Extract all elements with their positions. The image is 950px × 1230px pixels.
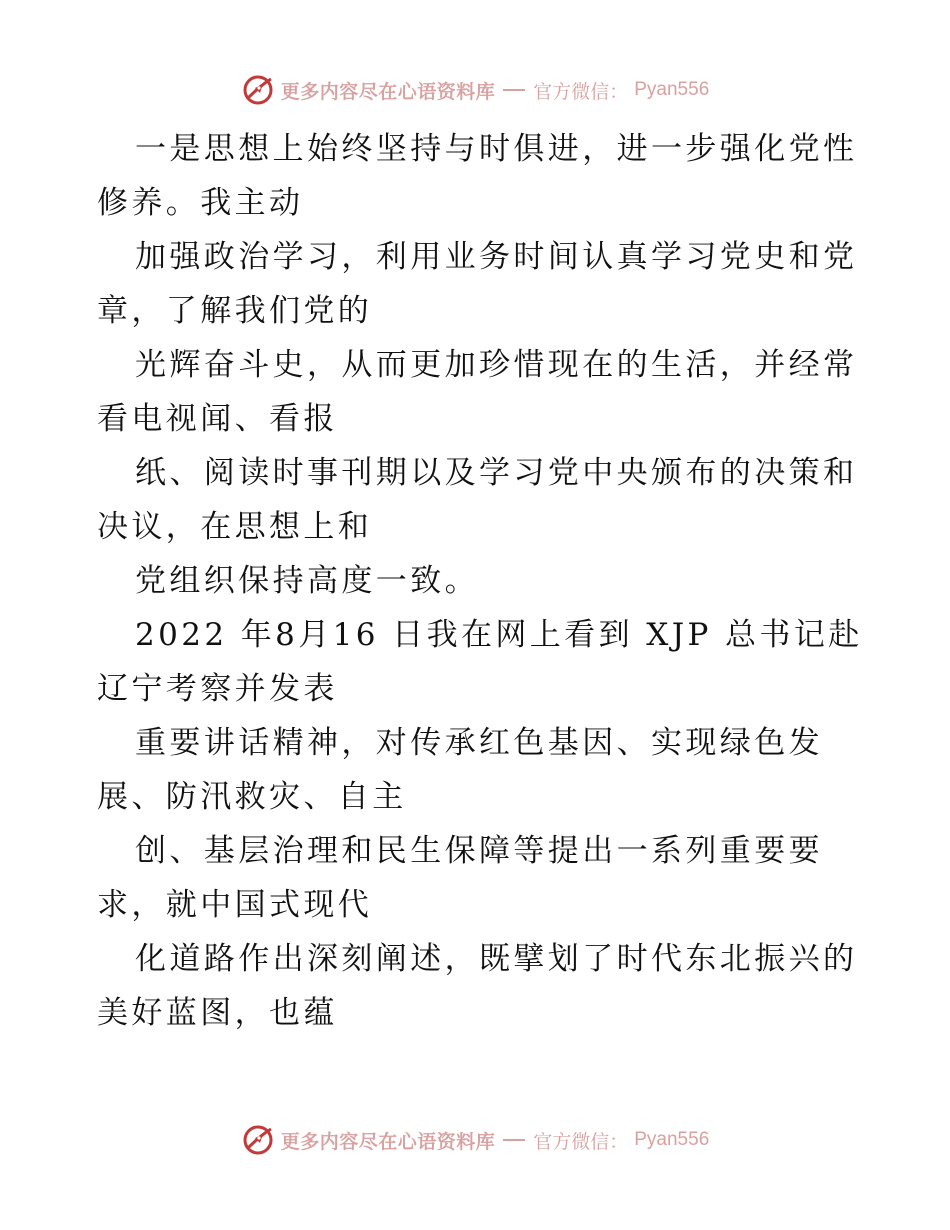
text-line: 章，了解我们党的 (97, 293, 373, 329)
document-body (97, 122, 863, 1040)
official-wechat-label: 官方微信： (533, 1130, 629, 1153)
banner-dash (503, 1139, 525, 1141)
text-line: 决议，在思想上和 (97, 509, 373, 545)
text-line: 求，就中国式现代 (97, 887, 373, 923)
pen-nib-logo-icon (241, 73, 275, 107)
text-line: 加强政治学习，利用业务时间认真学习党史和党 (135, 239, 858, 275)
text-line: 看电视闻、看报 (97, 401, 338, 437)
site-name-text: 更多内容尽在心语资料库 (280, 1130, 496, 1153)
footer-watermark (0, 1120, 950, 1160)
banner-dash (503, 89, 525, 91)
text-line: 党组织保持高度一致。 (135, 563, 479, 599)
text-line: 2022 年8月16 日我在网上看到 XJP 总书记赴 (135, 617, 863, 653)
official-wechat-label: 官方微信： (533, 80, 629, 103)
text-line: 重要讲话精神，对传承红色基因、实现绿色发 (135, 725, 823, 761)
text-line: 光辉奋斗史，从而更加珍惜现在的生活，并经常 (135, 347, 858, 383)
text-line: 修养。我主动 (97, 185, 304, 221)
wechat-id-text: Pyan556 (634, 1129, 710, 1150)
pen-nib-logo-icon (241, 1123, 275, 1157)
text-line: 一是思想上始终坚持与时俱进，进一步强化党性 (135, 131, 858, 167)
site-name-text: 更多内容尽在心语资料库 (280, 80, 496, 103)
text-line: 创、基层治理和民生保障等提出一系列重要要 (135, 833, 823, 869)
text-line: 化道路作出深刻阐述，既擘划了时代东北振兴的 (135, 941, 858, 977)
header-watermark (0, 70, 950, 110)
text-line: 展、防汛救灾、自主 (97, 779, 407, 815)
text-line: 辽宁考察并发表 (97, 671, 338, 707)
wechat-id-text: Pyan556 (634, 79, 710, 100)
text-line: 纸、阅读时事刊期以及学习党中央颁布的决策和 (135, 455, 858, 491)
text-line: 美好蓝图，也蕴 (97, 995, 338, 1031)
